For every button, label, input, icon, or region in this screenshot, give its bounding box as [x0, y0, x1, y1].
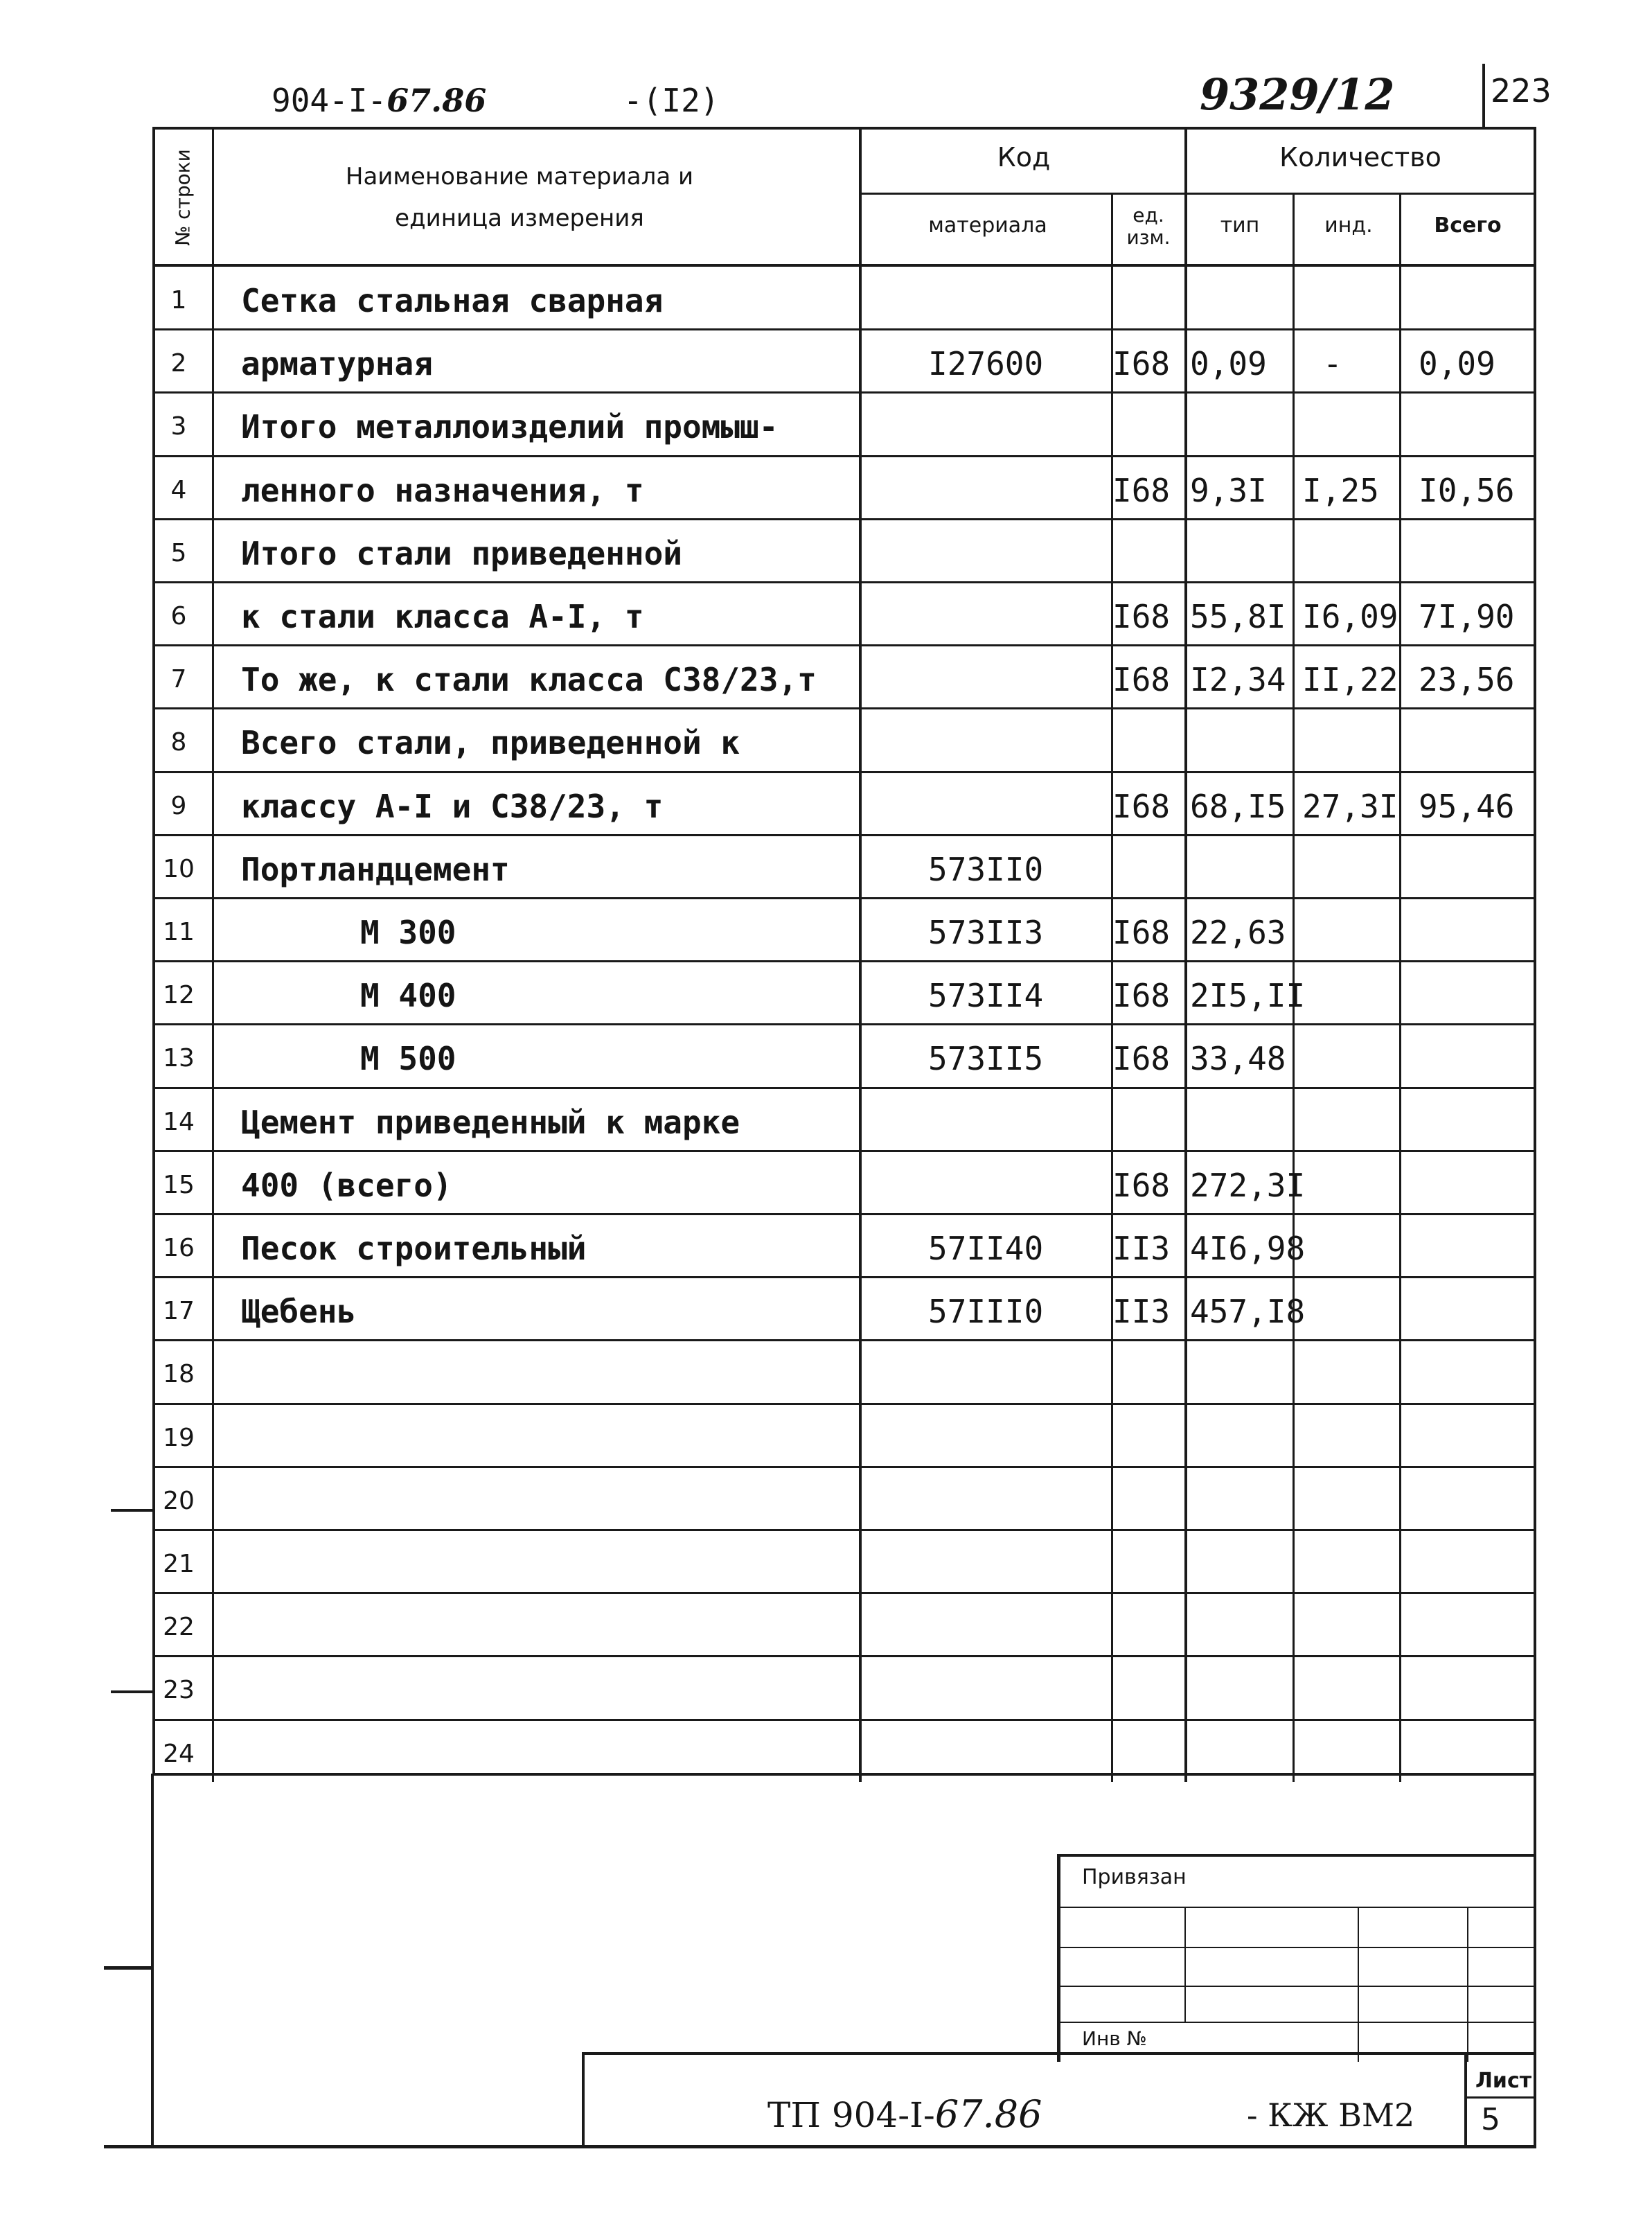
stamp-grid-h2 [1060, 1947, 1536, 1948]
row-number: 20 [163, 1486, 195, 1515]
material-code: 573II4 [928, 977, 1044, 1015]
material-name: Итого металлоизделий промыш- [241, 408, 779, 446]
unit-code: I68 [1112, 661, 1171, 699]
table-row [0, 1339, 1652, 1402]
table-row [0, 455, 1652, 518]
stamp-grid-v2 [1358, 1907, 1359, 2062]
row-number: 18 [163, 1360, 195, 1389]
table-row [0, 707, 1652, 770]
table-row [0, 1276, 1652, 1339]
unit-code: I68 [1112, 1166, 1171, 1204]
material-name: М 300 [360, 914, 456, 951]
table-row [0, 644, 1652, 707]
col-qty-type: тип [1220, 213, 1260, 238]
row-number: 11 [163, 918, 195, 946]
material-name: М 500 [360, 1040, 456, 1078]
margin-tick-3 [104, 1966, 152, 1970]
qty-ind: - [1323, 345, 1342, 383]
material-name: классу А-I и С38/23, т [241, 787, 664, 825]
qty-type: 4I6,98 [1190, 1230, 1306, 1267]
col-code-group: Код [997, 142, 1051, 173]
row-number: 15 [163, 1170, 195, 1199]
material-code: 57III0 [928, 1293, 1044, 1331]
qty-type: 55,8I [1190, 598, 1286, 635]
qty-type: 0,09 [1190, 345, 1267, 383]
header-sub-line [859, 193, 1536, 195]
row-number: 1 [170, 286, 187, 315]
material-code: I27600 [928, 345, 1044, 383]
doc-code-hand: 67.86 [387, 82, 487, 119]
title-block-top-line [582, 2052, 1536, 2055]
col-code-material: материала [928, 213, 1047, 238]
doc-code [272, 82, 486, 119]
qty-total: 0,09 [1419, 345, 1495, 383]
col-name: Наименование материала и единица измерения [345, 163, 694, 232]
material-name: Всего стали, приведенной к [241, 724, 740, 762]
row-number: 17 [163, 1297, 195, 1326]
material-name: Портландцемент [241, 850, 510, 888]
title-block-left-line [582, 2052, 585, 2148]
qty-type: 68,I5 [1190, 787, 1286, 825]
frame-left-line [151, 1774, 154, 2148]
stamp-grid-h3 [1060, 1986, 1536, 1987]
qty-total: 23,56 [1419, 661, 1515, 699]
unit-code: I68 [1112, 471, 1171, 509]
table-row [0, 1087, 1652, 1150]
material-name: арматурная [241, 345, 433, 383]
unit-code: I68 [1112, 787, 1171, 825]
row-number: 2 [170, 349, 187, 378]
stamp-grid-v1 [1184, 1907, 1186, 2022]
sheet-number: 5 [1481, 2102, 1500, 2137]
doc-code-prefix: 904-I- [272, 82, 387, 119]
title-block-code [767, 2092, 1042, 2136]
frame-bottom-line [104, 2145, 1536, 2148]
row-number: 9 [170, 791, 187, 820]
table-row [0, 1466, 1652, 1529]
row-number: 7 [170, 665, 187, 694]
stamp-grid-v3 [1467, 1907, 1468, 2062]
qty-type: 2I5,II [1190, 977, 1306, 1015]
unit-code: I68 [1112, 914, 1171, 951]
material-name: То же, к стали класса С38/23,т [241, 661, 817, 699]
table-row [0, 1023, 1652, 1086]
material-code: 573II0 [928, 850, 1044, 888]
table-row [0, 518, 1652, 581]
qty-type: 33,48 [1190, 1040, 1286, 1078]
table-row [0, 391, 1652, 454]
row-number: 22 [163, 1613, 195, 1642]
table-row [0, 834, 1652, 897]
table-row [0, 1655, 1652, 1718]
row-number: 5 [170, 538, 187, 567]
material-name: Цемент приведенный к марке [241, 1103, 740, 1141]
table-row [0, 581, 1652, 644]
col-row-no [157, 132, 209, 263]
material-name: Сетка стальная сварная [241, 282, 664, 319]
table-row [0, 1403, 1652, 1466]
col-qty-total: Всего [1434, 213, 1502, 238]
stamp-bound-label: Привязан [1082, 1865, 1187, 1889]
row-number: 14 [163, 1107, 195, 1136]
col-qty-ind: инд. [1324, 213, 1373, 238]
material-name: к стали класса А-I, т [241, 598, 644, 635]
table-row [0, 771, 1652, 834]
row-number: 21 [163, 1550, 195, 1578]
frame-right-line [1534, 1774, 1536, 2148]
table-row [0, 328, 1652, 391]
row-number: 24 [163, 1739, 195, 1768]
qty-total: I0,56 [1419, 471, 1515, 509]
unit-code: II3 [1112, 1230, 1171, 1267]
row-number: 4 [170, 475, 187, 504]
sheet-cell-left-line [1464, 2052, 1467, 2148]
qty-ind: II,22 [1302, 661, 1398, 699]
table-row [0, 1592, 1652, 1655]
row-number: 10 [163, 854, 195, 883]
qty-type: 272,3I [1190, 1166, 1306, 1204]
table-row [0, 1150, 1652, 1213]
table-row [0, 897, 1652, 960]
qty-type: 457,I8 [1190, 1293, 1306, 1331]
stamp-grid-h4 [1060, 2022, 1536, 2023]
material-name: Итого стали приведенной [241, 534, 682, 572]
stamp-top-line [1057, 1854, 1536, 1857]
col-row-no-label: № строки [171, 149, 195, 246]
qty-type: I2,34 [1190, 661, 1286, 699]
unit-code: I68 [1112, 345, 1171, 383]
unit-code: I68 [1112, 977, 1171, 1015]
row-number: 12 [163, 981, 195, 1010]
unit-code: I68 [1112, 1040, 1171, 1078]
sheet-label: Лист [1475, 2069, 1532, 2093]
row-number: 8 [170, 728, 187, 757]
row-number: 6 [170, 602, 187, 630]
table-row [0, 1213, 1652, 1276]
unit-code: II3 [1112, 1293, 1171, 1331]
row-number: 13 [163, 1044, 195, 1073]
qty-ind: 27,3I [1302, 787, 1398, 825]
material-name: М 400 [360, 977, 456, 1015]
table-row [0, 1529, 1652, 1592]
material-code: 573II5 [928, 1040, 1044, 1078]
hand-number: 9329/12 [1200, 69, 1395, 120]
page-number: 223 [1491, 72, 1552, 109]
title-hand: 67.86 [934, 2092, 1042, 2136]
row-number: 23 [163, 1676, 195, 1705]
material-code: 573II3 [928, 914, 1044, 951]
title-suffix: - КЖ ВМ2 [1247, 2096, 1415, 2134]
doc-suffix: -(I2) [623, 82, 720, 119]
table-row [0, 960, 1652, 1023]
qty-ind: I,25 [1302, 471, 1379, 509]
material-name: 400 (всего) [241, 1166, 452, 1204]
sheet-cell-mid-line [1467, 2096, 1536, 2099]
table-row [0, 265, 1652, 328]
margin-tick-1 [111, 1509, 152, 1512]
margin-tick-2 [111, 1690, 152, 1693]
material-name: ленного назначения, т [241, 471, 644, 509]
stamp-left-line [1057, 1854, 1060, 2062]
unit-code: I68 [1112, 598, 1171, 635]
qty-total: 7I,90 [1419, 598, 1515, 635]
stamp-inv-label: Инв № [1082, 2027, 1147, 2050]
material-name: Щебень [241, 1293, 357, 1331]
row-number: 16 [163, 1234, 195, 1262]
material-name: Песок строительный [241, 1230, 587, 1267]
qty-ind: I6,09 [1302, 598, 1398, 635]
qty-type: 22,63 [1190, 914, 1286, 951]
table-row [0, 1719, 1652, 1782]
page-number-bar [1482, 64, 1485, 127]
qty-total: 95,46 [1419, 787, 1515, 825]
stamp-grid-h1 [1060, 1907, 1536, 1908]
col-qty-group: Количество [1279, 142, 1441, 173]
row-number: 3 [170, 412, 187, 441]
title-prefix: ТП 904-I- [767, 2095, 935, 2135]
row-number: 19 [163, 1423, 195, 1452]
material-code: 57II40 [928, 1230, 1044, 1267]
qty-type: 9,3I [1190, 471, 1267, 509]
col-code-unit: ед. изм. [1126, 204, 1171, 249]
